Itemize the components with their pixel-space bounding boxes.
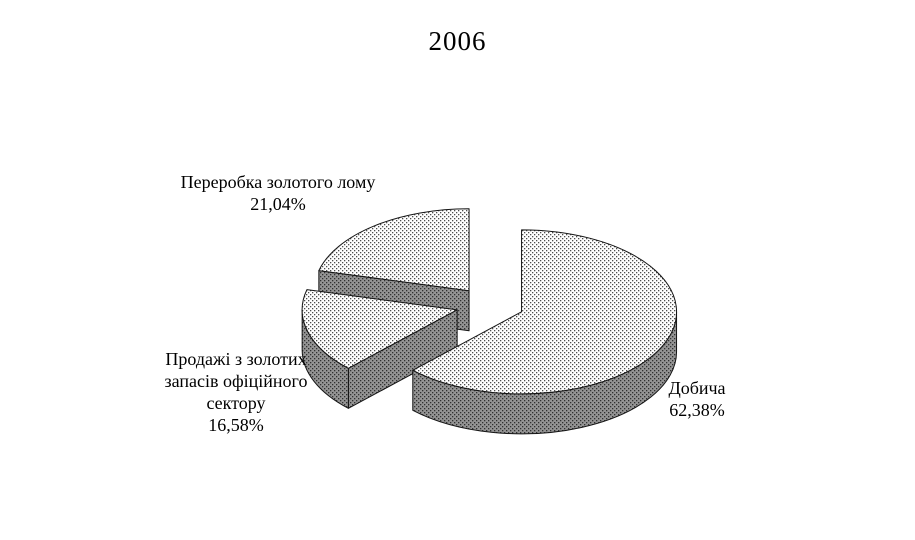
data-label-line: Добича bbox=[668, 378, 726, 398]
chart-title: 2006 bbox=[428, 26, 487, 56]
data-label-line: сектору bbox=[206, 393, 266, 413]
data-label-line: запасів офіційного bbox=[164, 371, 308, 391]
data-label-line: Переробка золотого лому bbox=[180, 172, 376, 192]
data-label-percent: 16,58% bbox=[208, 415, 264, 435]
data-label-dobycha bbox=[597, 377, 797, 421]
data-label-pererobka bbox=[152, 171, 404, 215]
data-label-line: Продажі з золотих bbox=[165, 349, 307, 369]
data-label-prodazhi bbox=[136, 348, 336, 436]
data-label-percent: 62,38% bbox=[669, 400, 725, 420]
data-label-percent: 21,04% bbox=[250, 194, 306, 214]
